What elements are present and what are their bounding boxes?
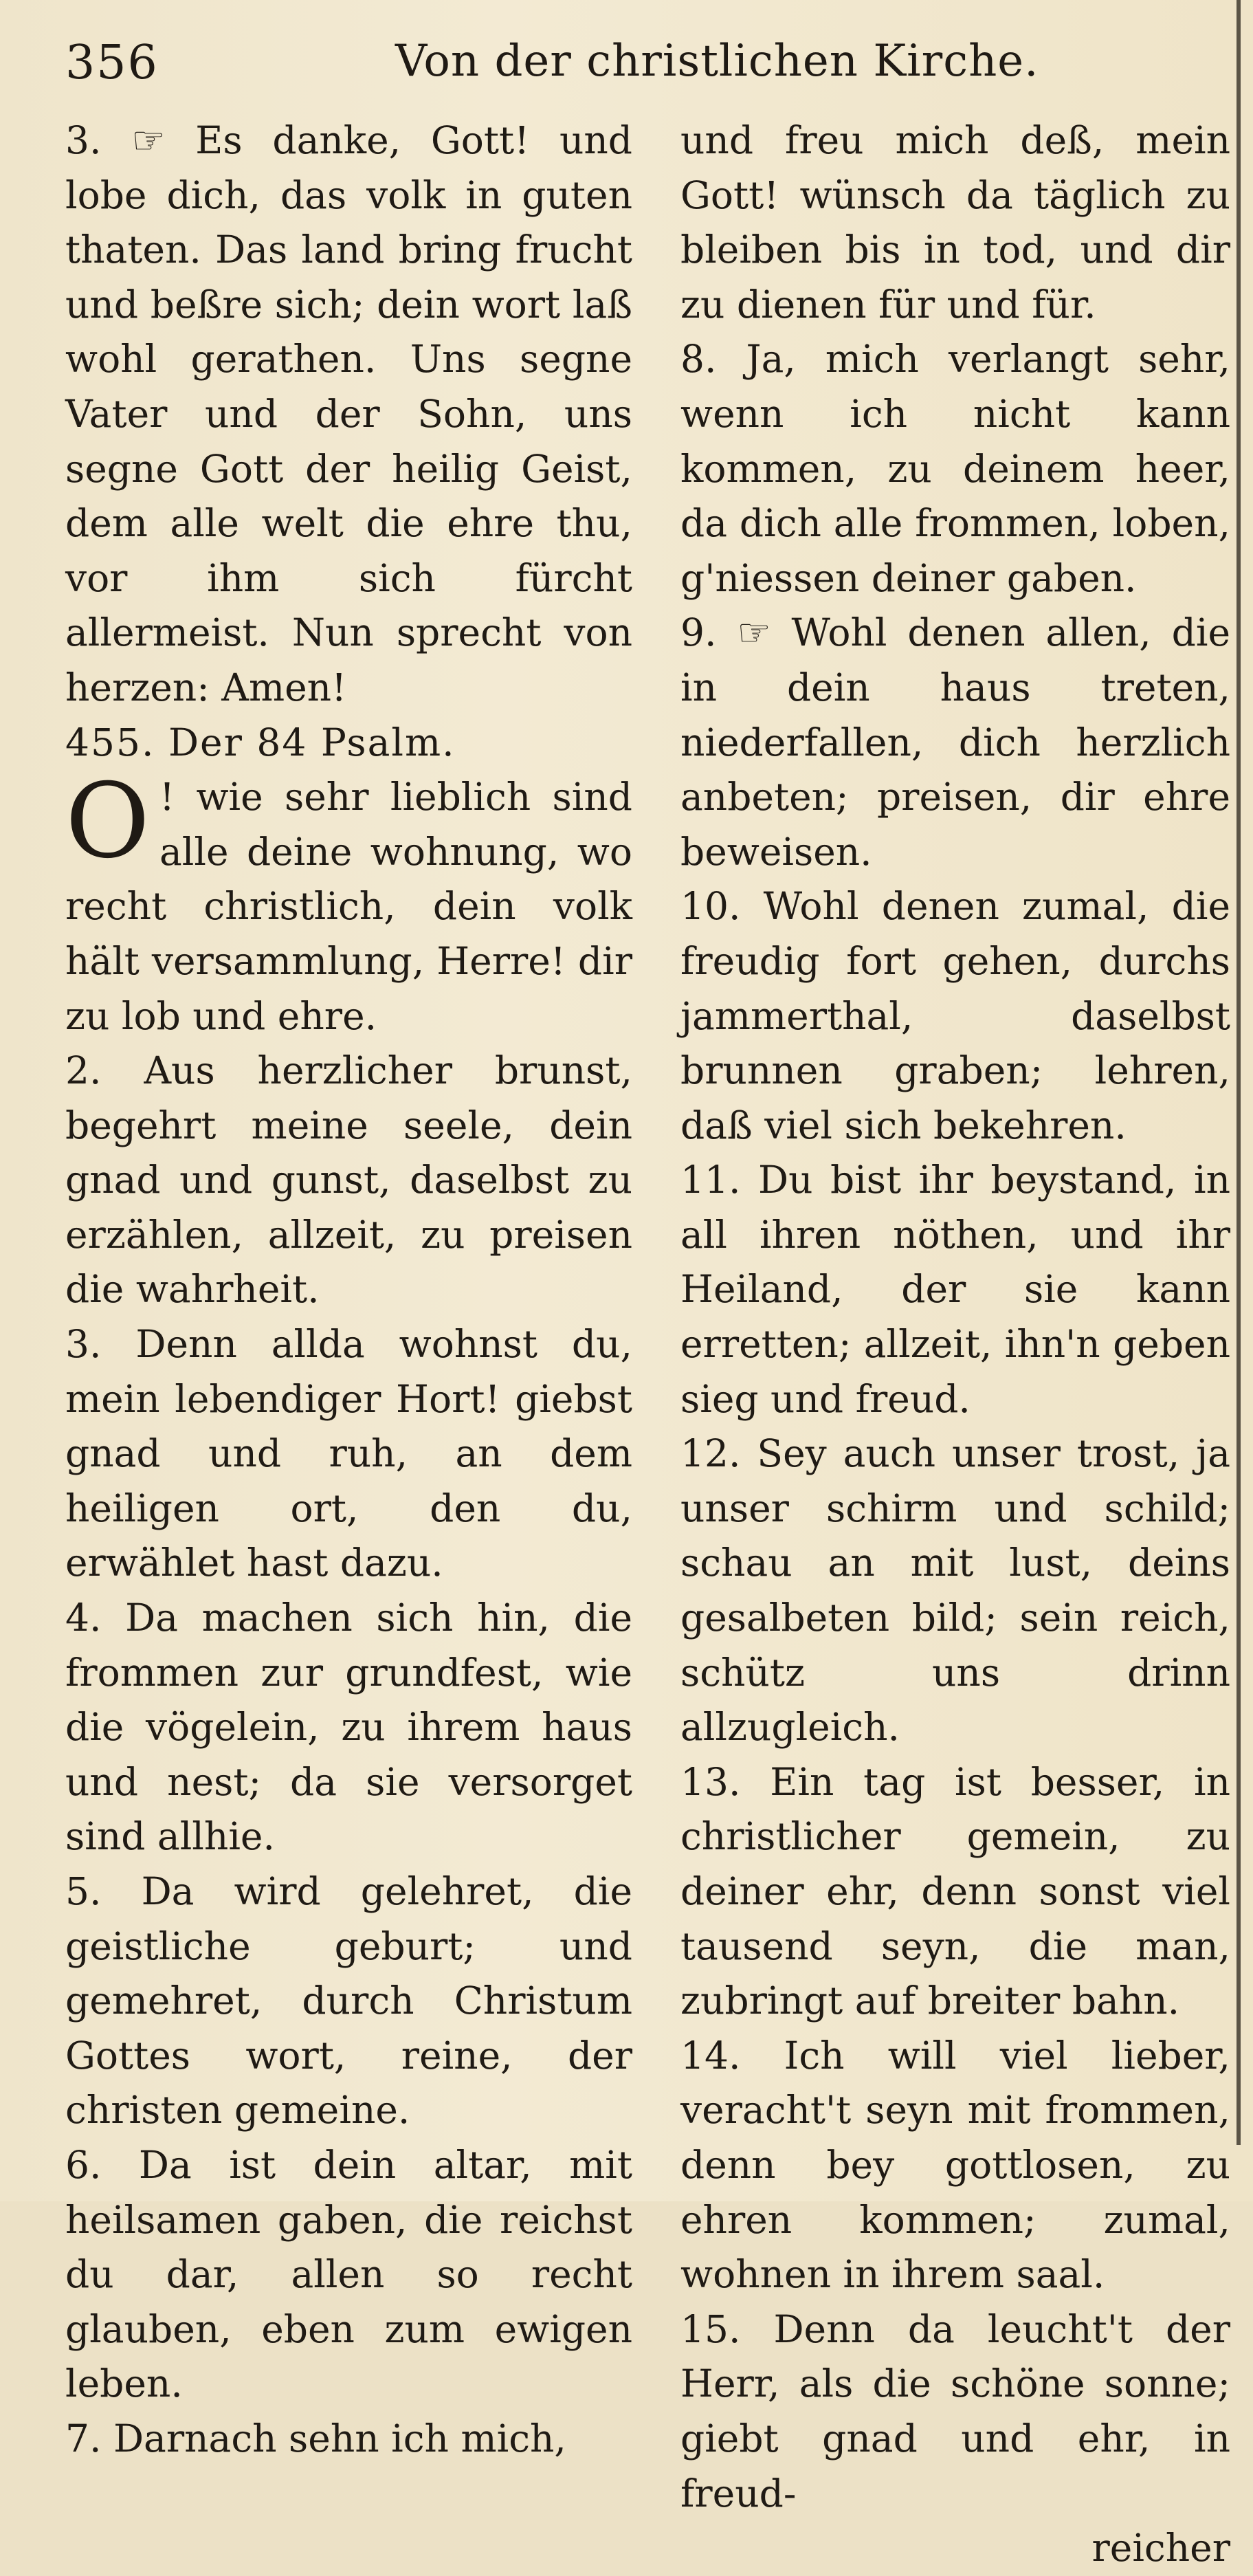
verse-15: 15. Denn da leucht't der Herr, als die schöne sonne; giebt gnad und ehr, in freud- [680,2307,1230,2516]
catchword: reicher [1091,2526,1230,2571]
verse-7-continued: und freu mich deß, mein Gott! wünsch da täglich zu bleiben bis in tod, und dir zu dienen für und für. [680,118,1230,327]
verse-3-text: Es danke, Gott! und lobe dich, das volk in guten thaten. Das land bring frucht und beßre sich; dein wort laß wohl gerathen. Uns segne Vater und der Sohn, uns segne Gott der heilig Geist, dem alle welt die ehre thu, vor ihm sich fürcht allermeist. Nun sprecht von herzen: Amen! [65,118,633,709]
left-column [65,113,633,2461]
verse-3-number: 3. [65,118,102,162]
running-title: Von der christlichen Kirche. [395,36,1039,87]
verse-12: 12. Sey auch unser trost, ja unser schirm und schild; schau an mit lust, deins gesalbeten bild; sein reich, schütz uns drinn allzugleich. [680,1431,1230,1750]
verse-13: 13. Ein tag ist besser, in christlicher gemein, zu deiner ehr, denn sonst viel tausend seyn, die man, zubringt auf breiter bahn. [680,1759,1230,2023]
verse-10: 10. Wohl denen zumal, die freudig fort gehen, durchs jammerthal, daselbst brunnen graben; lehren, daß viel sich bekehren. [680,884,1230,1147]
hymn-heading: 455. Der 84 Psalm. [65,720,456,764]
verse-14: 14. Ich will viel lieber, veracht't seyn mit frommen, denn bey gottlosen, zu ehren kommen; zumal, wohnen in ihrem saal. [680,2033,1230,2297]
pointing-hand-icon: ☞ [737,610,771,655]
right-edge-rule [1237,0,1241,2145]
verse-1-text: ! wie sehr lieblich sind alle deine wohnung, wo recht christlich, dein volk hält versammlung, Herre! dir zu lob und ehre. [65,775,632,1038]
pointing-hand-icon: ☞ [131,118,166,162]
verse-11: 11. Du bist ihr beystand, in all ihren nöthen, und ihr Heiland, der sie kann erretten; allzeit, ihn'n geben sieg und freud. [680,1158,1230,1421]
verse-9 [680,606,1230,879]
verse-3b: 3. Denn allda wohnst du, mein lebendiger Hort! giebst gnad und ruh, an dem heiligen ort, den du, erwählet hast dazu. [65,1322,632,1585]
verse-7: 7. Darnach sehn ich mich, [65,2416,566,2461]
verse-6: 6. Da ist dein altar, mit heilsamen gaben, die reichst du dar, allen so recht glauben, eben zum ewigen leben. [65,2142,632,2406]
verse-9-text: Wohl denen allen, die in dein haus treten, niederfallen, dich herzlich anbeten; preisen, dir ehre beweisen. [680,610,1231,874]
drop-cap: O [65,762,150,882]
page-header [65,29,1234,104]
right-column [680,113,1231,2571]
verse-1 [65,762,632,1044]
page-number: 356 [65,36,159,90]
verse-5: 5. Da wird gelehret, die geistliche geburt; und gemehret, durch Christum Gottes wort, reine, der christen gemeine. [65,1869,632,2133]
verse-2: 2. Aus herzlicher brunst, begehrt meine seele, dein gnad und gunst, daselbst zu erzählen, allzeit, zu preisen die wahrheit. [65,1048,632,1312]
verse-3 [65,113,632,716]
verse-4: 4. Da machen sich hin, die frommen zur grundfest, wie die vögelein, zu ihrem haus und nest; da sie versorget sind allhie. [65,1596,632,1859]
verse-9-number: 9. [680,610,717,655]
verse-8: 8. Ja, mich verlangt sehr, wenn ich nicht kann kommen, zu deinem heer, da dich alle frommen, loben, g'niessen deiner gaben. [680,337,1230,600]
